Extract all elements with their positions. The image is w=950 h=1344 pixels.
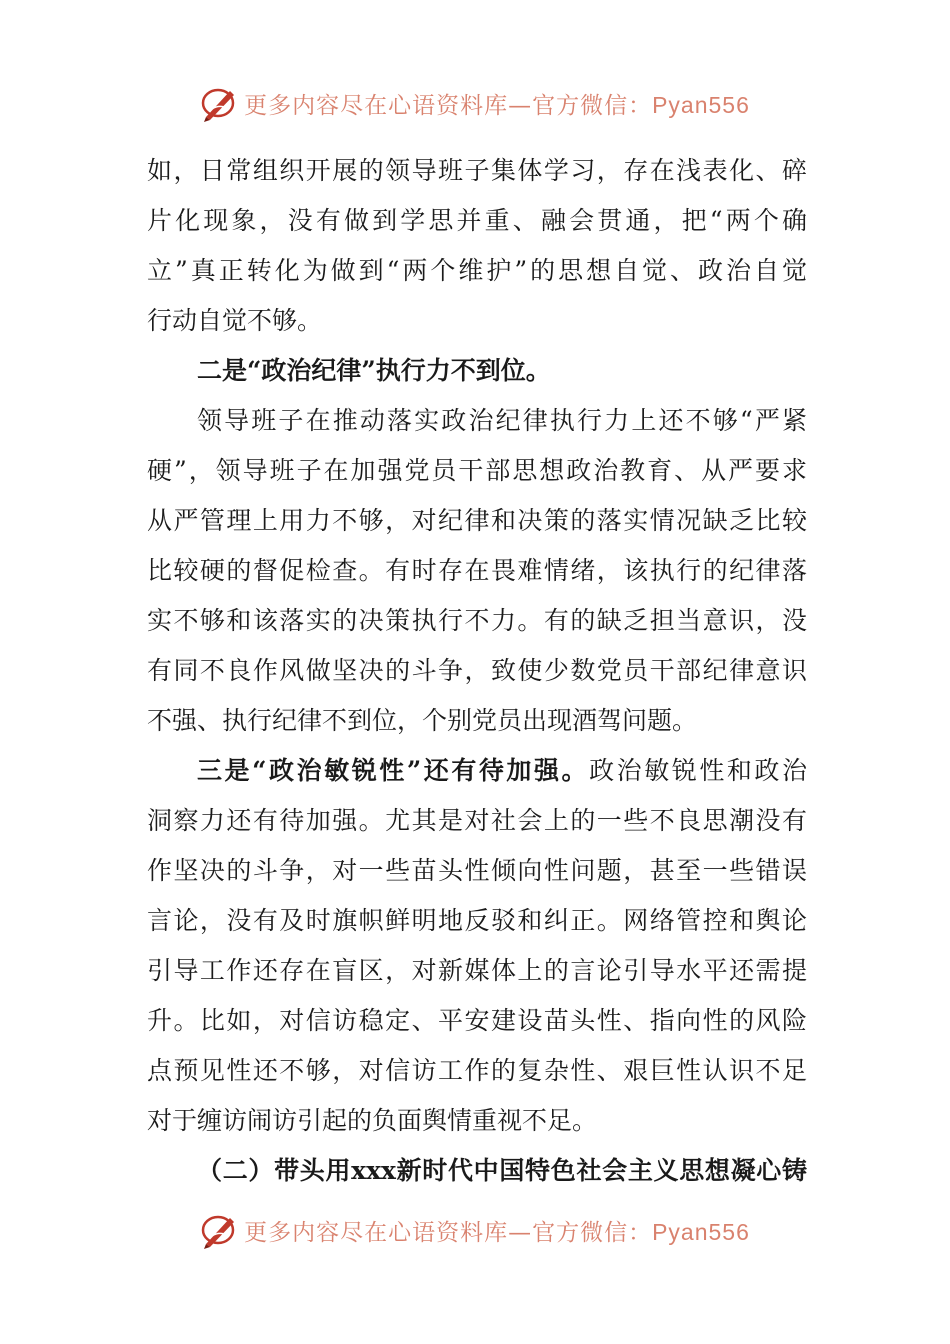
body-line: 不强、执行纪律不到位，个别党员出现酒驾问题。: [147, 706, 698, 735]
body-line: 洞察力还有待加强。尤其是对社会上的一些不良思潮没有: [147, 806, 807, 835]
pen-logo-icon: [200, 83, 240, 123]
section-heading-2: 二是“政治纪律”执行力不到位。: [197, 356, 551, 385]
body-line: 领导班子在推动落实政治纪律执行力上还不够“严紧: [197, 406, 807, 435]
body-line: 对于缠访闹访引起的负面舆情重视不足。: [147, 1106, 598, 1135]
footer-watermark-banner: [0, 1205, 950, 1255]
body-line: 片化现象，没有做到学思并重、融会贯通，把“两个确: [147, 206, 807, 235]
body-line: 有同不良作风做坚决的斗争，致使少数党员干部纪律意识: [147, 656, 807, 685]
body-line: 实不够和该落实的决策执行不力。有的缺乏担当意识，没: [147, 606, 807, 635]
header-banner-text: 更多内容尽在心语资料库—官方微信：Pyan556: [244, 91, 750, 119]
header-watermark-banner: [0, 78, 950, 128]
document-body: [147, 146, 807, 1196]
body-line: 比较硬的督促检查。有时存在畏难情绪，该执行的纪律落: [147, 556, 807, 585]
body-line: 点预见性还不够，对信访工作的复杂性、艰巨性认识不足: [147, 1056, 807, 1085]
section-heading-3-line: [147, 746, 807, 796]
body-line: 升。比如，对信访稳定、平安建设苗头性、指向性的风险: [147, 1006, 807, 1035]
body-line: 如，日常组织开展的领导班子集体学习，存在浅表化、碎: [147, 156, 807, 185]
body-line: 从严管理上用力不够，对纪律和决策的落实情况缺乏比较: [147, 506, 807, 535]
section-heading-3: 三是“政治敏锐性”还有待加强。: [197, 756, 590, 785]
pen-logo-icon: [200, 1210, 240, 1250]
footer-banner-text: 更多内容尽在心语资料库—官方微信：Pyan556: [244, 1218, 750, 1246]
body-line: 言论，没有及时旗帜鲜明地反驳和纠正。网络管控和舆论: [147, 906, 807, 935]
section-heading-4: （二）带头用xxx新时代中国特色社会主义思想凝心铸: [197, 1156, 807, 1185]
body-line: 作坚决的斗争，对一些苗头性倾向性问题，甚至一些错误: [147, 856, 807, 885]
body-line: 立”真正转化为做到“两个维护”的思想自觉、政治自觉: [147, 256, 807, 285]
body-line: 行动自觉不够。: [147, 306, 323, 335]
body-line: 硬”，领导班子在加强党员干部思想政治教育、从严要求: [147, 456, 807, 485]
body-line: 引导工作还存在盲区，对新媒体上的言论引导水平还需提: [147, 956, 807, 985]
body-text: 政治敏锐性和政治: [589, 756, 807, 785]
